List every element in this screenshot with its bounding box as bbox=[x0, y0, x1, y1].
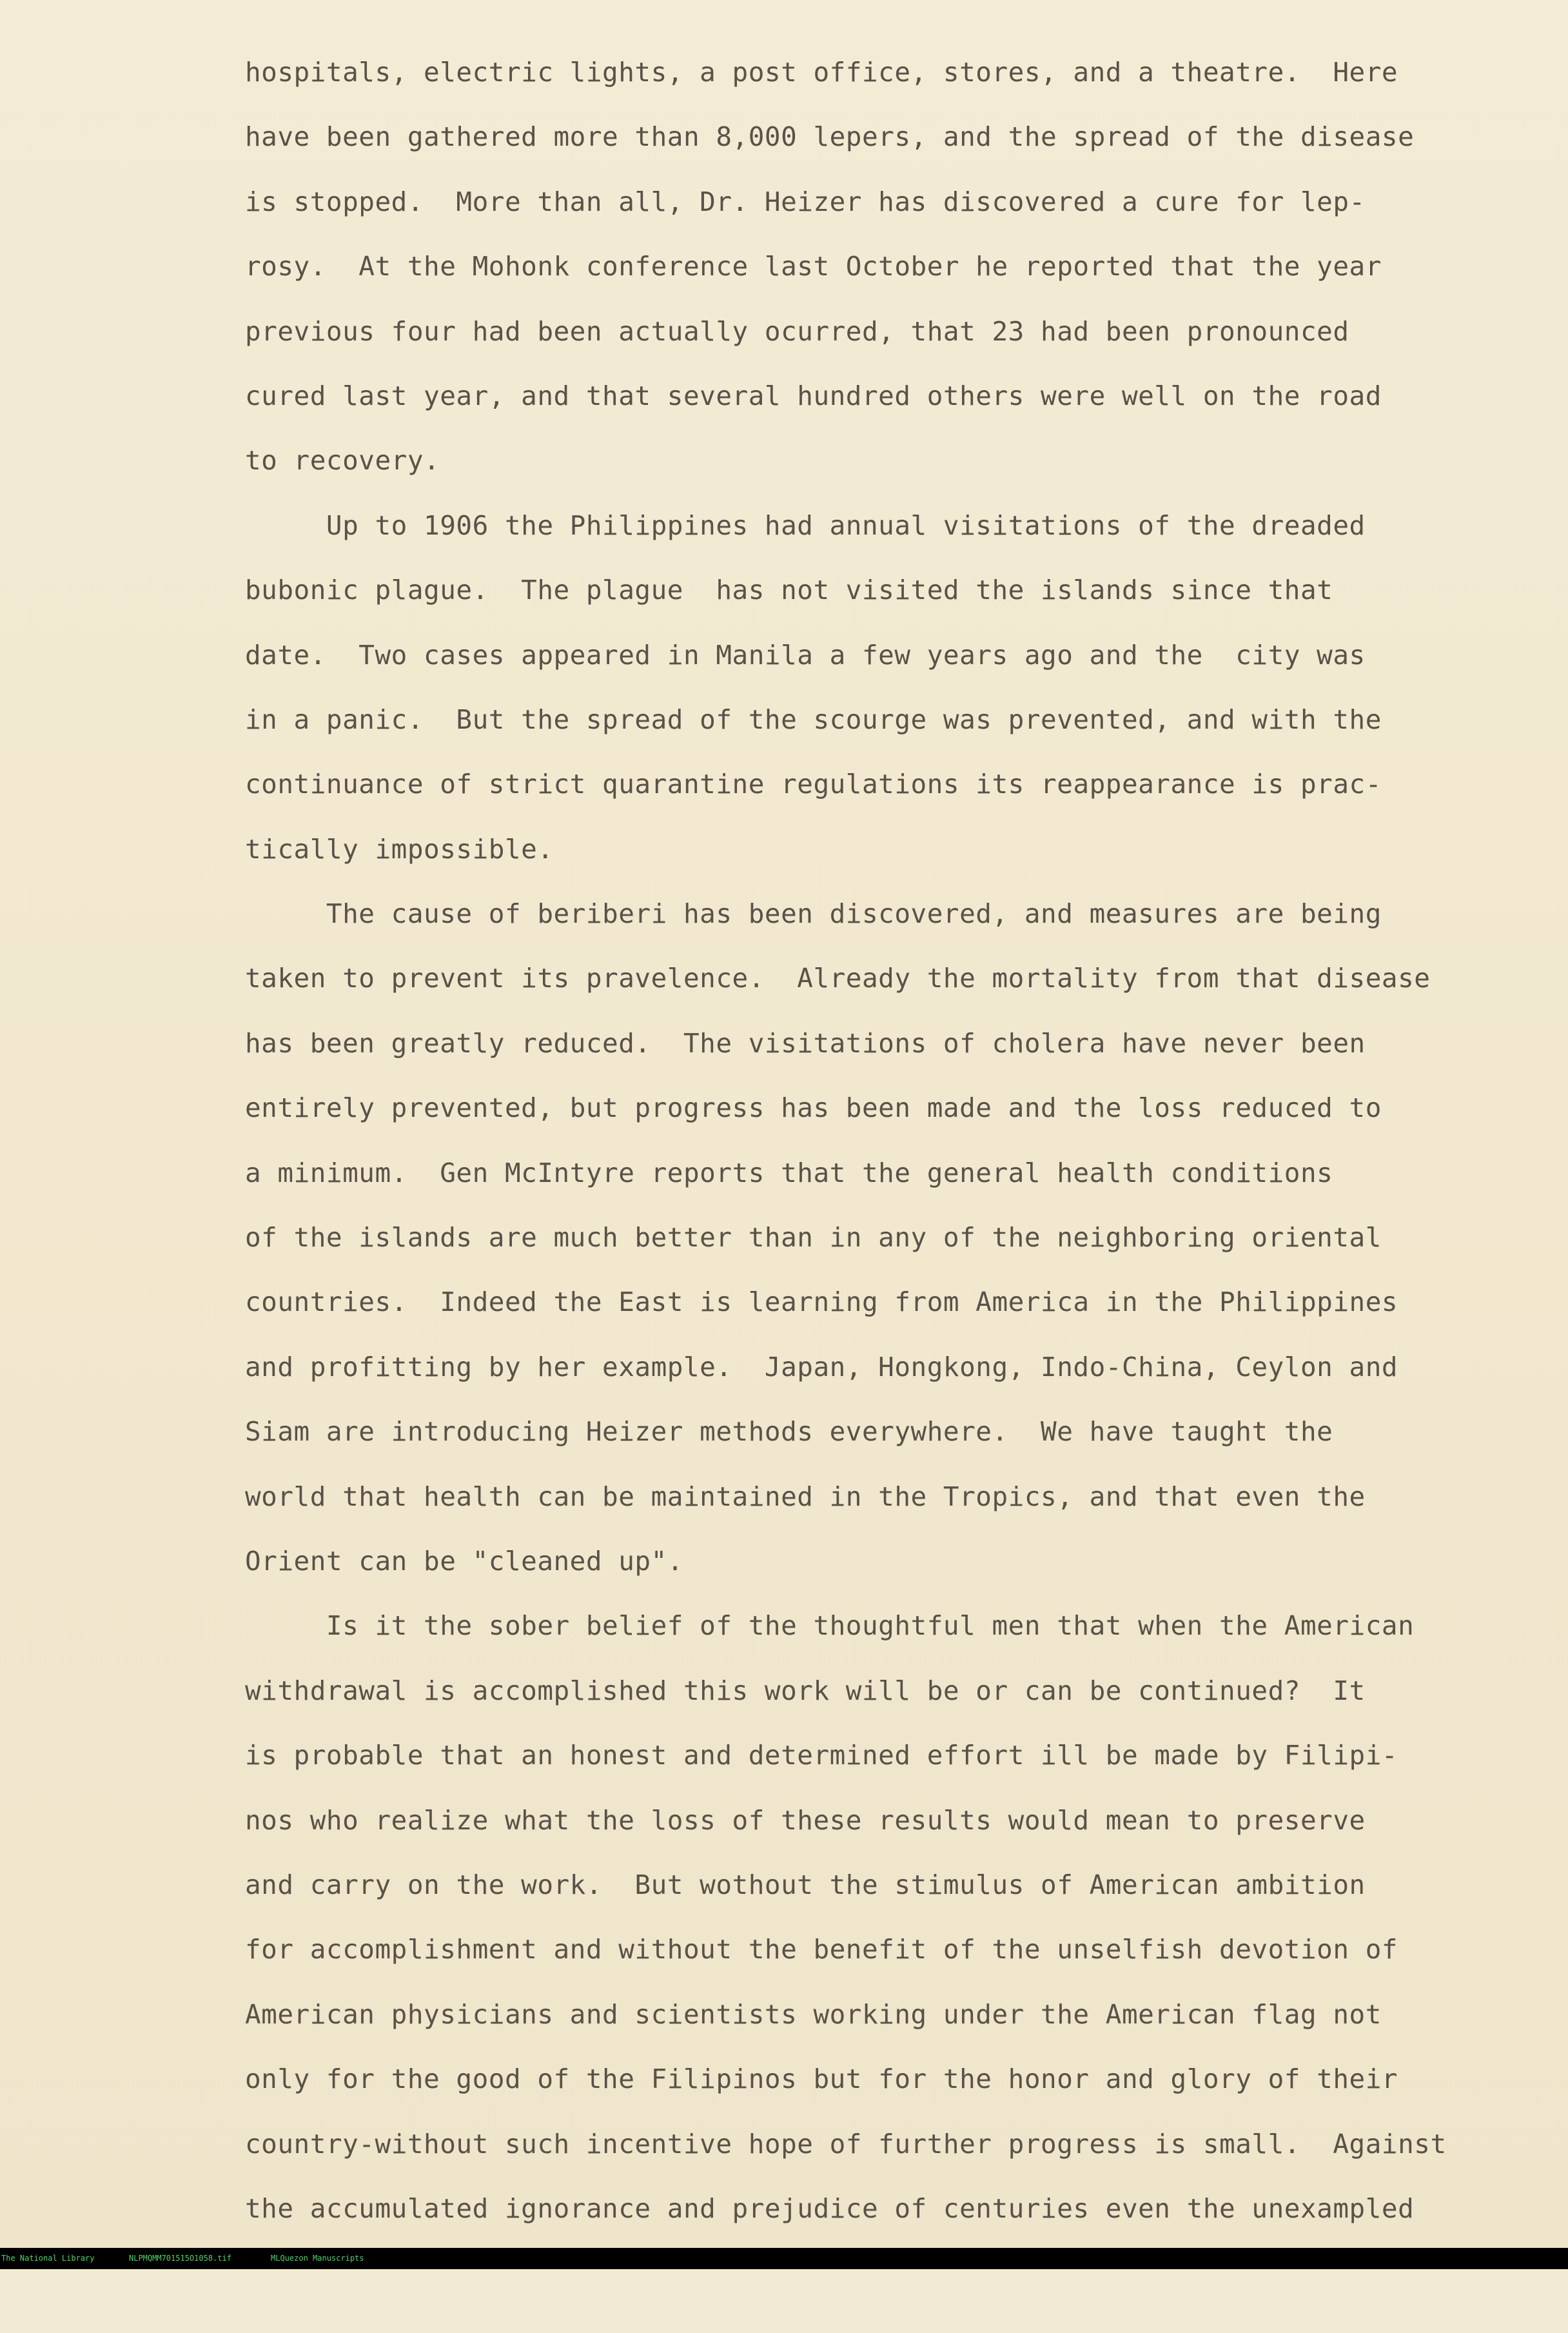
text-line: bubonic plague. The plague has not visited the islands since that bbox=[245, 575, 1333, 606]
text-line: of the islands are much better than in any of the neighboring oriental bbox=[245, 1222, 1382, 1254]
text-line: a minimum. Gen McIntyre reports that the general health conditions bbox=[245, 1157, 1333, 1188]
text-line: in a panic. But the spread of the scourge was prevented, and with the bbox=[245, 704, 1382, 735]
text-line: withdrawal is accomplished this work will be or can be continued? It bbox=[245, 1675, 1366, 1706]
text-line: is stopped. More than all, Dr. Heizer has discovered a cure for lep- bbox=[245, 186, 1366, 217]
text-line: and carry on the work. But wothout the stimulus of American ambition bbox=[245, 1869, 1366, 1900]
text-line: the accumulated ignorance and prejudice of centuries even the unexampled bbox=[245, 2192, 1415, 2224]
text-line: Orient can be "cleaned up". bbox=[245, 1545, 683, 1577]
text-line: taken to prevent its pravelence. Already the mortality from that disease bbox=[245, 963, 1431, 994]
text-line: and profitting by her example. Japan, Hongkong, Indo-China, Ceylon and bbox=[245, 1351, 1398, 1383]
text-line: have been gathered more than 8,000 lepers, and the spread of the disease bbox=[245, 121, 1415, 153]
archive-footer-bar bbox=[0, 2248, 1568, 2269]
text-line: hospitals, electric lights, a post office, stores, and a theatre. Here bbox=[245, 57, 1398, 88]
text-line: cured last year, and that several hundred others were well on the road bbox=[245, 380, 1382, 411]
text-line: country-without such incentive hope of further progress is small. Against bbox=[245, 2128, 1447, 2160]
text-line: previous four had been actually ocurred, that 23 had been pronounced bbox=[245, 315, 1349, 347]
text-line: date. Two cases appeared in Manila a few years ago and the city was bbox=[245, 639, 1366, 671]
footer-library: The National Library bbox=[1, 2254, 95, 2263]
text-line: has been greatly reduced. The visitations of cholera have never been bbox=[245, 1027, 1366, 1059]
text-line: to recovery. bbox=[245, 445, 440, 477]
text-line: Siam are introducing Heizer methods everywhere. We have taught the bbox=[245, 1416, 1333, 1448]
text-line: only for the good of the Filipinos but for the honor and glory of their bbox=[245, 2063, 1398, 2095]
text-line: nos who realize what the loss of these results would mean to preserve bbox=[245, 1804, 1366, 1836]
text-line: for accomplishment and without the benefit of the unselfish devotion of bbox=[245, 1934, 1398, 1965]
text-line: Up to 1906 the Philippines had annual visitations of the dreaded bbox=[245, 509, 1366, 541]
text-line: tically impossible. bbox=[245, 833, 554, 865]
text-line: world that health can be maintained in the Tropics, and that even the bbox=[245, 1481, 1366, 1512]
text-line: rosy. At the Mohonk conference last October he reported that the year bbox=[245, 251, 1382, 282]
text-line: The cause of beriberi has been discovered, and measures are being bbox=[245, 898, 1382, 930]
text-line: entirely prevented, but progress has been made and the loss reduced to bbox=[245, 1092, 1382, 1124]
footer-collection: MLQuezon Manuscripts bbox=[271, 2254, 364, 2263]
text-line: is probable that an honest and determined effort ill be made by Filipi- bbox=[245, 1740, 1398, 1771]
text-line: Is it the sober belief of the thoughtful men that when the American bbox=[245, 1610, 1415, 1642]
text-line: continuance of strict quarantine regulations its reappearance is prac- bbox=[245, 769, 1382, 800]
footer-file-id: NLPMQMM701515O1058.tif bbox=[129, 2254, 231, 2263]
text-line: countries. Indeed the East is learning from America in the Philippines bbox=[245, 1286, 1398, 1318]
typewritten-text bbox=[245, 40, 1534, 2241]
text-line: American physicians and scientists working under the American flag not bbox=[245, 1998, 1382, 2030]
